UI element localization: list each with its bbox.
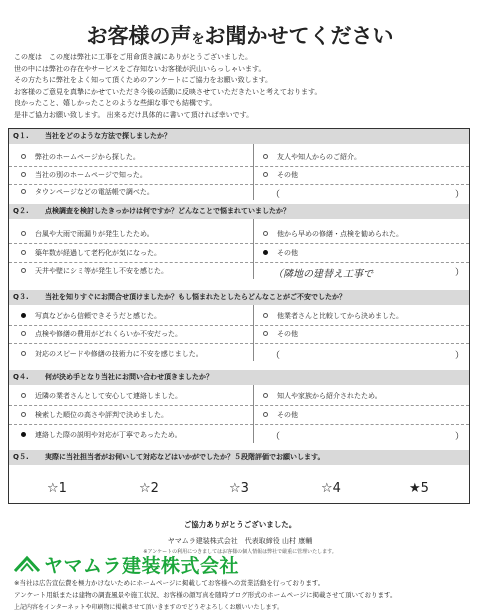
question-1-header: [9, 129, 469, 144]
logo-text: ヤマムラ建装株式会社: [44, 554, 240, 577]
question-3-header: [9, 290, 469, 305]
option-q3-2[interactable]: [263, 307, 403, 325]
option-q2-4[interactable]: [263, 244, 298, 262]
question-5-header: [9, 450, 469, 465]
intro-line: この度は この度は弊社に工事をご用命頂き誠にありがとうございました。: [14, 53, 252, 61]
handwritten-answer: （隣地の建替え工事で: [273, 269, 373, 280]
option-label: 弊社のホームページから探した。: [35, 153, 140, 161]
option-label: 検索した順位の高さや評判で決めました。: [35, 411, 168, 419]
option-label: 当社の別のホームページで知った。: [35, 171, 147, 179]
column-divider: [253, 219, 254, 279]
question-text: 当社をどのような方法で探しましたか？: [45, 132, 171, 140]
radio-icon[interactable]: [263, 393, 268, 398]
question-number: Q４.: [13, 373, 29, 381]
option-q4-5[interactable]: [21, 426, 182, 444]
question-text: 実際に当社担当者がお伺いして対応などはいかがでしたか？５段階評価でお願いします。: [45, 453, 325, 461]
title-part3: を: [191, 32, 205, 47]
column-divider: [253, 305, 254, 361]
column-divider: [253, 385, 254, 443]
option-q4-3[interactable]: [21, 406, 168, 424]
radio-icon[interactable]: [263, 172, 268, 177]
radio-icon[interactable]: [263, 313, 268, 318]
option-label: 天井や壁にシミ等が発生し不安を感じた。: [35, 267, 168, 275]
option-q2-5[interactable]: [21, 262, 168, 280]
radio-icon[interactable]: [263, 154, 268, 159]
radio-icon[interactable]: [21, 313, 26, 318]
radio-icon[interactable]: [21, 412, 26, 417]
paren-close: ）: [455, 268, 465, 278]
roof-logo-icon: [14, 555, 40, 573]
radio-icon[interactable]: [21, 154, 26, 159]
radio-icon[interactable]: [21, 231, 26, 236]
rating-star-4[interactable]: ☆4: [321, 481, 341, 496]
option-label: 友人や知人からのご紹介。: [277, 153, 361, 161]
intro-text: [14, 52, 472, 122]
radio-icon[interactable]: [21, 189, 26, 194]
company-logo: [14, 553, 239, 575]
option-q4-2[interactable]: [263, 387, 382, 405]
paren-open: （: [271, 351, 281, 361]
option-label: タウンページなどの電話帳で調べた。: [35, 188, 154, 196]
intro-line: お客様のご意見を真摯にかせていただき今後の活動に反映させていただきたいと考えております。: [14, 87, 322, 96]
footer-note-2: アンケート用紙または建物の調査風景や施工状況、お客様の顔写真を随時ブログ形式のホームページに掲載させて頂いております。: [14, 591, 397, 599]
option-label: その他: [277, 171, 298, 179]
question-number: Q５.: [13, 453, 29, 461]
title-part2: 声: [170, 24, 192, 48]
question-text: 点検調査を検討したきっかけは何ですか？どんなことで悩まれていましたか？: [45, 207, 290, 215]
option-label: 台風や大雨で雨漏りが発生したため。: [35, 230, 154, 238]
question-text: 当社を知りすぐにお問合せ頂けましたか？もし悩まれたとしたらどんなことがご不安でしたか？: [45, 293, 346, 301]
question-4-header: [9, 370, 469, 385]
option-q2-1[interactable]: [21, 225, 154, 243]
radio-icon[interactable]: [21, 172, 26, 177]
title-part1: お客様の: [86, 24, 171, 48]
question-number: Q３.: [13, 293, 29, 301]
option-label: 近隣の業者さんとして安心して連絡しました。: [35, 392, 182, 400]
radio-icon[interactable]: [263, 231, 268, 236]
intro-line: 世の中には弊社の存在やサービスをご存知ないお客様が沢山いらっしゃいます。: [14, 64, 266, 73]
option-label: その他: [277, 330, 298, 338]
radio-icon[interactable]: [21, 268, 26, 273]
survey-title: [0, 20, 480, 50]
paren-close: ）: [455, 190, 465, 200]
option-label: その他: [277, 249, 298, 257]
option-label: 他業者さんと比較してから決めました。: [277, 312, 403, 320]
radio-icon[interactable]: [21, 393, 26, 398]
option-q4-1[interactable]: [21, 387, 182, 405]
paren-open: （: [271, 190, 281, 200]
option-q2-2[interactable]: [263, 225, 403, 243]
radio-icon[interactable]: [263, 250, 268, 255]
thanks-text: ご協力ありがとうございました。: [183, 520, 297, 529]
title-part4: お聞かせてください: [204, 24, 394, 48]
option-q3-5[interactable]: [21, 345, 203, 363]
option-label: 対応のスピードや修繕の技術力に不安を感じました。: [35, 350, 203, 358]
intro-line: 是非ご協力お願い致します。 出来るだけ具体的に書いて頂ければ幸いです。: [14, 110, 254, 119]
radio-icon[interactable]: [21, 250, 26, 255]
row-divider: [9, 343, 469, 344]
option-q3-4[interactable]: [263, 325, 298, 343]
radio-icon[interactable]: [21, 331, 26, 336]
company-signature: ヤマムラ建装株式会社 代表取締役 山村 康輔: [167, 537, 313, 545]
option-label: 連絡した際の説明や対応が丁寧であったため。: [35, 431, 182, 439]
footer-note-1: ※当社は広告宣伝費を極力かけないためにホームページに掲載してお客様への営業活動を行っております。: [14, 579, 325, 587]
question-2-header: [9, 204, 469, 219]
radio-icon[interactable]: [263, 412, 268, 417]
option-label: 写真などから信頼できそうだと感じた。: [35, 312, 161, 320]
rating-star-3[interactable]: ☆3: [229, 481, 249, 496]
option-label: 点検や修繕の費用がどれくらいか不安だった。: [35, 330, 182, 338]
paren-open: （: [271, 432, 281, 442]
privacy-note: ※アンケートの利用につきましてはお客様の個人情報は弊社で厳重に管理いたします。: [143, 549, 337, 555]
option-label: 知人や家族から紹介されたため。: [277, 392, 382, 400]
option-q1-4[interactable]: [263, 166, 298, 184]
option-label: 他から早めの修繕・点検を勧められた。: [277, 230, 403, 238]
rating-star-1[interactable]: ☆1: [47, 481, 67, 496]
radio-icon[interactable]: [263, 331, 268, 336]
column-divider: [253, 144, 254, 200]
paren-close: ）: [455, 351, 465, 361]
row-divider: [9, 424, 469, 425]
intro-line: 良かったこと、嬉しかったことのような些細な事でも結構です。: [14, 99, 217, 108]
option-q1-5[interactable]: [21, 183, 154, 201]
paren-close: ）: [455, 432, 465, 442]
rating-star-5[interactable]: ★5: [409, 481, 429, 496]
option-q1-3[interactable]: [21, 166, 147, 184]
option-q1-1[interactable]: [21, 148, 140, 166]
question-number: Q１.: [13, 132, 29, 140]
question-number: Q２.: [13, 207, 29, 215]
intro-line: その方たちに弊社をよく知って頂くためのアンケートにご協力をお願い致します。: [14, 76, 273, 85]
option-label: 築年数が経過して老朽化が気になった。: [35, 249, 161, 257]
option-q2-3[interactable]: [21, 244, 161, 262]
survey-form: [8, 128, 470, 504]
radio-icon[interactable]: [21, 351, 26, 356]
option-q3-3[interactable]: [21, 325, 182, 343]
question-text: 何が決め手となり当社にお問い合わせ頂きましたか？: [45, 373, 213, 381]
rating-star-2[interactable]: ☆2: [139, 481, 159, 496]
option-q1-2[interactable]: [263, 148, 361, 166]
option-q4-4[interactable]: [263, 406, 298, 424]
footer-note-3: 上記内容をインターネットや印刷物に掲載させて頂いきますのでどうぞよろしくお願いいたします。: [14, 604, 283, 611]
option-label: その他: [277, 411, 298, 419]
radio-icon[interactable]: [21, 432, 26, 437]
option-q3-1[interactable]: [21, 307, 161, 325]
